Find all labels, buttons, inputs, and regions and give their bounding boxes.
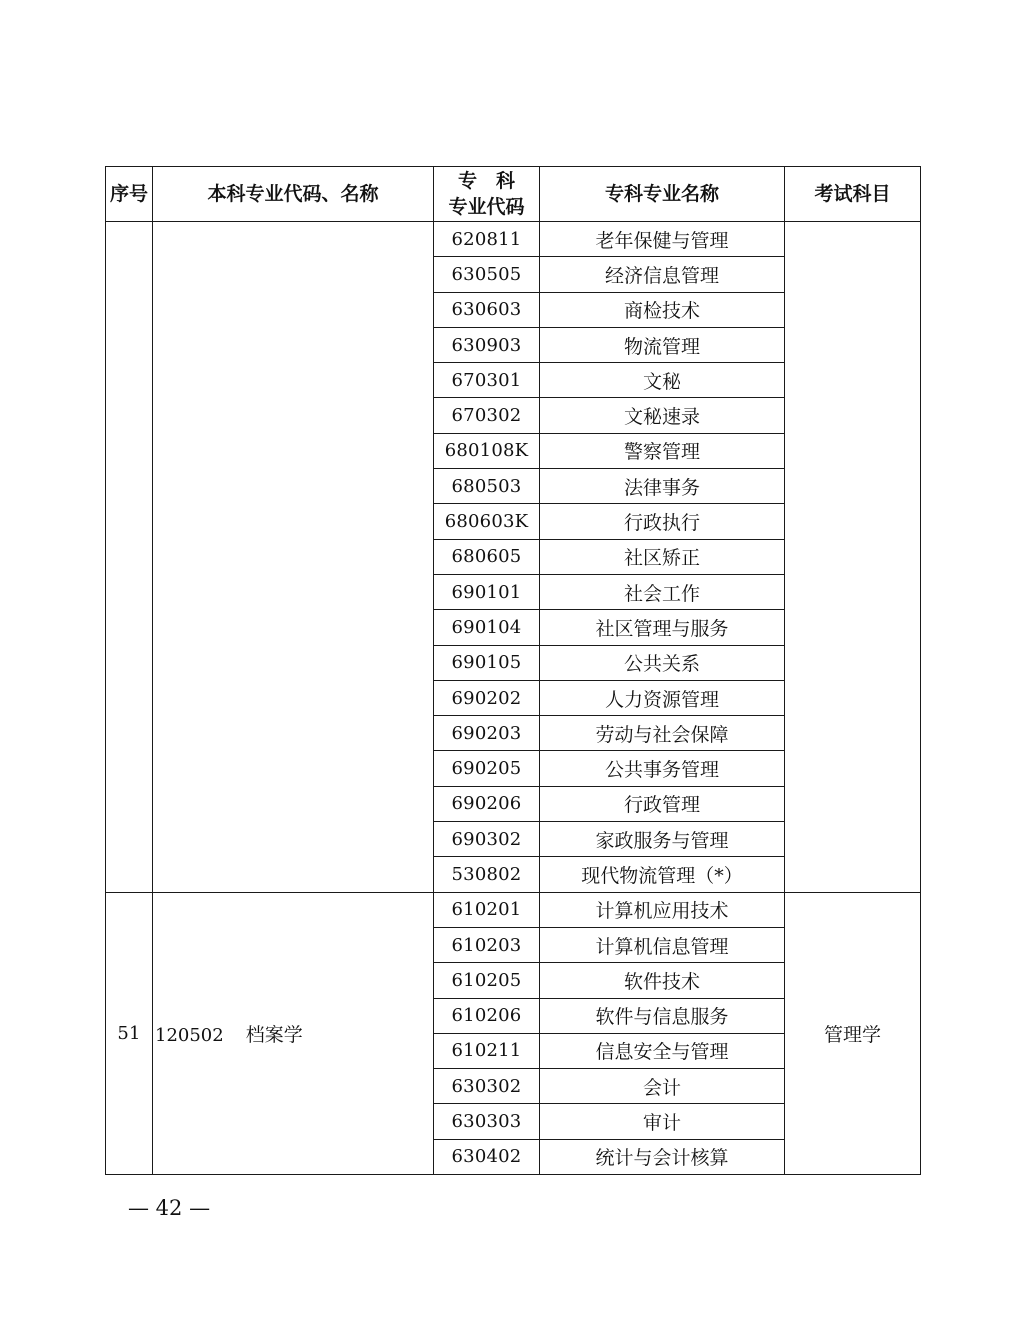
bachelor-major-cell [153, 222, 434, 893]
table-row [106, 222, 921, 257]
exam-subject-cell [785, 222, 921, 893]
diploma-major-name: 警察管理 [540, 433, 785, 468]
diploma-major-code: 670302 [434, 398, 540, 433]
diploma-major-code: 630505 [434, 257, 540, 292]
diploma-major-name: 文秘 [540, 363, 785, 398]
header-code [434, 167, 540, 222]
diploma-major-name: 计算机信息管理 [540, 927, 785, 962]
diploma-major-name: 软件与信息服务 [540, 998, 785, 1033]
diploma-major-code: 680108K [434, 433, 540, 468]
diploma-major-name: 软件技术 [540, 963, 785, 998]
diploma-major-code: 690101 [434, 574, 540, 609]
diploma-major-name: 社会工作 [540, 574, 785, 609]
diploma-major-code: 630402 [434, 1139, 540, 1174]
header-subject: 考试科目 [785, 167, 921, 222]
seq-cell: 51 [106, 892, 153, 1174]
diploma-major-name: 会计 [540, 1069, 785, 1104]
diploma-major-code: 610205 [434, 963, 540, 998]
diploma-major-code: 690302 [434, 822, 540, 857]
header-bachelor: 本科专业代码、名称 [153, 167, 434, 222]
diploma-major-name: 统计与会计核算 [540, 1139, 785, 1174]
diploma-major-code: 530802 [434, 857, 540, 892]
bachelor-major-code: 120502 [155, 1024, 224, 1046]
diploma-major-code: 690205 [434, 751, 540, 786]
diploma-major-name: 家政服务与管理 [540, 822, 785, 857]
page-number: — 42 — [128, 1196, 211, 1220]
diploma-major-name: 劳动与社会保障 [540, 716, 785, 751]
diploma-major-code: 630903 [434, 327, 540, 362]
diploma-major-code: 690105 [434, 645, 540, 680]
major-table [105, 166, 921, 1175]
diploma-major-code: 690202 [434, 680, 540, 715]
diploma-major-code: 630302 [434, 1069, 540, 1104]
diploma-major-name: 商检技术 [540, 292, 785, 327]
diploma-major-code: 610206 [434, 998, 540, 1033]
diploma-major-name: 经济信息管理 [540, 257, 785, 292]
diploma-major-code: 610203 [434, 927, 540, 962]
diploma-major-name: 计算机应用技术 [540, 892, 785, 927]
bachelor-major-cell [153, 892, 434, 1174]
bachelor-major-name: 档案学 [245, 1023, 303, 1046]
diploma-major-code: 690104 [434, 610, 540, 645]
diploma-major-code: 610211 [434, 1033, 540, 1068]
diploma-major-name: 信息安全与管理 [540, 1033, 785, 1068]
diploma-major-name: 社区管理与服务 [540, 610, 785, 645]
diploma-major-code: 680605 [434, 539, 540, 574]
diploma-major-code: 630603 [434, 292, 540, 327]
header-code-line2: 专业代码 [448, 196, 525, 218]
diploma-major-code: 680503 [434, 469, 540, 504]
diploma-major-name: 现代物流管理（*） [540, 857, 785, 892]
diploma-major-name: 社区矫正 [540, 539, 785, 574]
diploma-major-name: 公共关系 [540, 645, 785, 680]
header-code-line1: 专 科 [457, 170, 515, 192]
diploma-major-name: 审计 [540, 1104, 785, 1139]
diploma-major-name: 行政执行 [540, 504, 785, 539]
diploma-major-name: 老年保健与管理 [540, 222, 785, 257]
diploma-major-name: 物流管理 [540, 327, 785, 362]
diploma-major-code: 610201 [434, 892, 540, 927]
diploma-major-name: 行政管理 [540, 786, 785, 821]
diploma-major-code: 630303 [434, 1104, 540, 1139]
diploma-major-code: 620811 [434, 222, 540, 257]
table-header-row [106, 167, 921, 222]
exam-subject-cell: 管理学 [785, 892, 921, 1174]
seq-cell [106, 222, 153, 893]
diploma-major-code: 680603K [434, 504, 540, 539]
diploma-major-name: 法律事务 [540, 469, 785, 504]
diploma-major-name: 人力资源管理 [540, 680, 785, 715]
diploma-major-code: 690203 [434, 716, 540, 751]
diploma-major-code: 670301 [434, 363, 540, 398]
diploma-major-name: 文秘速录 [540, 398, 785, 433]
diploma-major-name: 公共事务管理 [540, 751, 785, 786]
diploma-major-code: 690206 [434, 786, 540, 821]
table-row [106, 892, 921, 927]
header-name: 专科专业名称 [540, 167, 785, 222]
header-seq: 序号 [106, 167, 153, 222]
